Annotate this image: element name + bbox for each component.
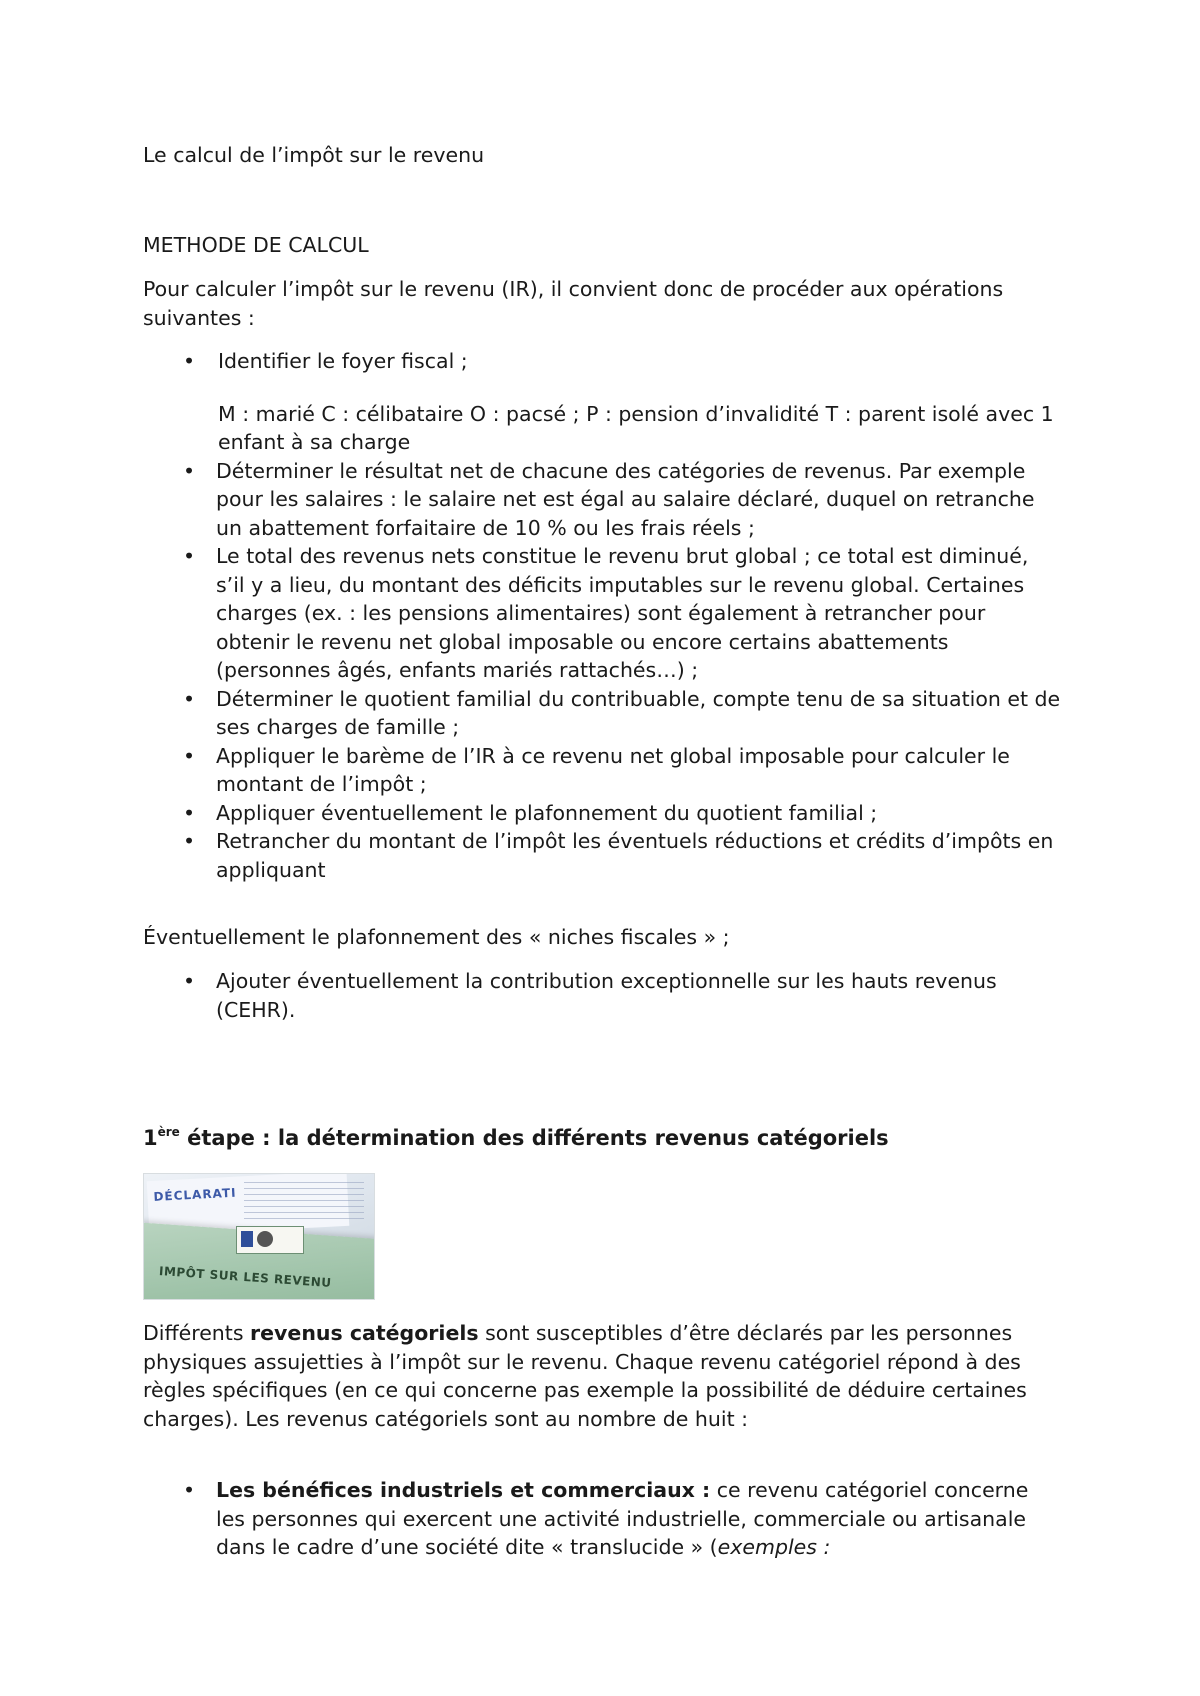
document-title: Le calcul de l’impôt sur le revenu [143,143,485,167]
form-lines [244,1182,364,1222]
list-item-text: Le total des revenus nets constitue le revenu brut global ; ce total est diminué, s’il y a lieu, du montant des déficits imputables sur le revenu global. Certaines charges (ex. : les pensions alimentaires) sont également à retrancher pour obtenir le revenu net global imposable ou encore certains abattements (personnes âgés, enfants mariés rattachés…) ; [216,544,1029,682]
etape-superscript: ère [157,1125,180,1139]
bullet-icon: • [183,743,196,768]
bic-text: ce revenu catégoriel concerne les personnes qui exercent une activité industrielle, commerciale ou artisanale dans le cadre d’une société dite « translucide » ( [216,1478,1029,1559]
categoriels-paragraph [143,1319,1063,1433]
bullet-icon: • [183,686,196,711]
foyer-detail: M : marié C : célibataire O : pacsé ; P : pension d’invalidité T : parent isolé avec 1 enfant à sa charge [218,401,1054,454]
marianne-icon [257,1231,273,1247]
etape-number: 1 [143,1126,158,1150]
steps-list [143,347,1063,884]
list-item-text: Retrancher du montant de l’impôt les éventuels réductions et crédits d’impôts en appliquant [216,829,1054,882]
list-item [143,742,1063,799]
bullet-icon: • [183,458,196,483]
republic-emblem-icon [236,1226,304,1254]
list-item [143,347,1063,457]
bic-label: Les bénéfices industriels et commerciaux : [216,1478,711,1502]
bullet-icon: • [183,349,196,373]
bullet-icon: • [183,829,196,853]
etape-title: étape : la détermination des différents revenus catégoriels [179,1126,889,1150]
bullet-icon: • [183,800,196,825]
cehr-list [143,967,1063,1024]
flag-icon [241,1231,253,1247]
bullet-icon: • [183,544,196,568]
etape-heading [143,1124,889,1152]
list-item-text: Appliquer éventuellement le plafonnement du quotient familial ; [216,800,878,825]
list-item [143,799,1063,828]
list-item [143,457,1063,543]
list-item-text: Déterminer le résultat net de chacune des catégories de revenus. Par exemple pour les salaires : le salaire net est égal au salaire déclaré, duquel on retranche un abattement forfaitaire de 10 % ou les frais réels ; [216,458,1035,540]
bullet-icon: • [183,1478,196,1502]
declaration-text: DÉCLARATI [153,1185,237,1204]
bic-italic: exemples : [717,1535,831,1559]
list-item [143,1476,1063,1562]
list-item-text: Déterminer le quotient familial du contribuable, compte tenu de sa situation et de ses charges de famille ; [216,686,1061,739]
categories-list [143,1476,1063,1562]
bullet-icon: • [183,969,196,993]
list-item [143,542,1063,685]
list-item-text: Appliquer le barème de l’IR à ce revenu net global imposable pour calculer le montant de l’impôt ; [216,743,1010,796]
list-item [143,967,1063,1024]
intro-paragraph: Pour calculer l’impôt sur le revenu (IR), il convient donc de procéder aux opérations suivantes : [143,277,1004,330]
tax-form-photo [143,1173,375,1300]
list-item [143,685,1063,742]
paragraph-text: sont susceptibles d’être déclarés par les personnes physiques assujetties à l’impôt sur le revenu. Chaque revenu catégoriel répond à des règles spécifiques (en ce qui concerne pas exemple la possibilité de déduire certaines charges). Les revenus catégoriels sont au nombre de huit : [143,1321,1027,1431]
list-item-text: Ajouter éventuellement la contribution exceptionnelle sur les hauts revenus (CEHR). [216,969,997,1022]
paragraph-text: Différents [143,1321,251,1345]
niches-paragraph: Éventuellement le plafonnement des « niches fiscales » ; [143,925,730,949]
list-item [143,827,1063,884]
section-heading: METHODE DE CALCUL [143,233,369,257]
list-item-text: Identifier le foyer fiscal ; [218,349,468,373]
paragraph-bold: revenus catégoriels [250,1321,479,1345]
impot-text: IMPÔT SUR LES REVENU [158,1263,333,1291]
